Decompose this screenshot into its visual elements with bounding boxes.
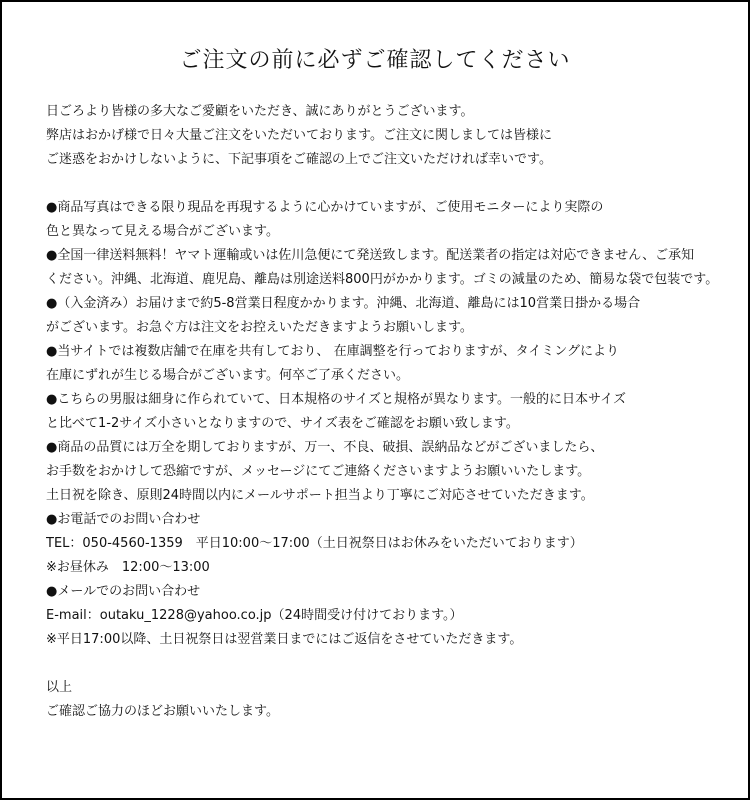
notice-line: ●商品写真はできる限り現品を再現するように心かけていますが、ご使用モニターにより実際の [46, 200, 604, 215]
notice-line: ●メールでのお問い合わせ [46, 584, 201, 599]
intro-line: ご迷惑をおかけしないように、下記事項をご確認の上でご注文いただければ幸いです。 [46, 152, 552, 167]
notice-line: ●お電話でのお問い合わせ [46, 512, 201, 527]
notice-line: ●こちらの男服は細身に作られていて、日本規格のサイズと規格が異なります。一般的に日本サイズ [46, 392, 626, 407]
page-title: ご注文の前に必ずご確認してください [179, 48, 571, 73]
notice-line: がございます。お急ぐ方は注文をお控えいただきますようお願いします。 [46, 320, 473, 335]
notice-line: ※お昼休み 12:00～13:00 [46, 560, 210, 575]
paragraph-spacer [46, 652, 736, 676]
notice-line: 在庫にずれが生じる場合がございます。何卒ご了承ください。 [46, 368, 409, 383]
notice-line: と比べて1-2サイズ小さいとなりますので、サイズ表をご確認をお願い致します。 [46, 416, 519, 431]
email-contact-line: E-mail：outaku_1228@yahoo.co.jp（24時間受け付けております。） [46, 608, 463, 623]
notice-body [46, 100, 736, 724]
notice-line: 色と異なって見える場合がございます。 [46, 224, 279, 239]
notice-line: ●全国一律送料無料！ヤマト運輸或いは佐川急便にて発送致します。配送業者の指定は対応できません、ご承知 [46, 248, 695, 263]
closing-line: ご確認ご協力のほどお願いいたします。 [46, 704, 279, 719]
notice-line: ください。沖縄、北海道、鹿児島、離島は別途送料800円がかかります。ゴミの減量のため、簡易な袋で包装です。 [46, 272, 719, 287]
notice-line: ※平日17:00以降、土日祝祭日は翌営業日までにはご返信をさせていただきます。 [46, 632, 523, 647]
paragraph-spacer [46, 172, 736, 196]
closing-line: 以上 [46, 680, 73, 695]
notice-line: ●（入金済み）お届けまで約5-8営業日程度かかります。沖縄、北海道、離島には10営業日掛かる場合 [46, 296, 641, 311]
notice-line: 土日祝を除き、原則24時間以内にメールサポート担当より丁寧にご対応させていただきます。 [46, 488, 594, 503]
intro-line: 日ごろより皆様の多大なご愛顧をいただき、誠にありがとうございます。 [46, 104, 474, 119]
notice-line: ●当サイトでは複数店舗で在庫を共有しており、 在庫調整を行っておりますが、タイミングにより [46, 344, 620, 359]
phone-contact-line: TEL：050-4560-1359 平日10:00～17:00（土日祝祭日はお休みをいただいております） [46, 536, 583, 551]
intro-line: 弊店はおかげ様で日々大量ご注文をいただいております。ご注文に関しましては皆様に [46, 128, 552, 143]
notice-line: お手数をおかけして恐縮ですが、メッセージにてご連絡くださいますようお願いいたします。 [46, 464, 591, 479]
notice-line: ●商品の品質には万全を期しておりますが、万一、不良、破損、誤納品などがございましたら、 [46, 440, 604, 455]
